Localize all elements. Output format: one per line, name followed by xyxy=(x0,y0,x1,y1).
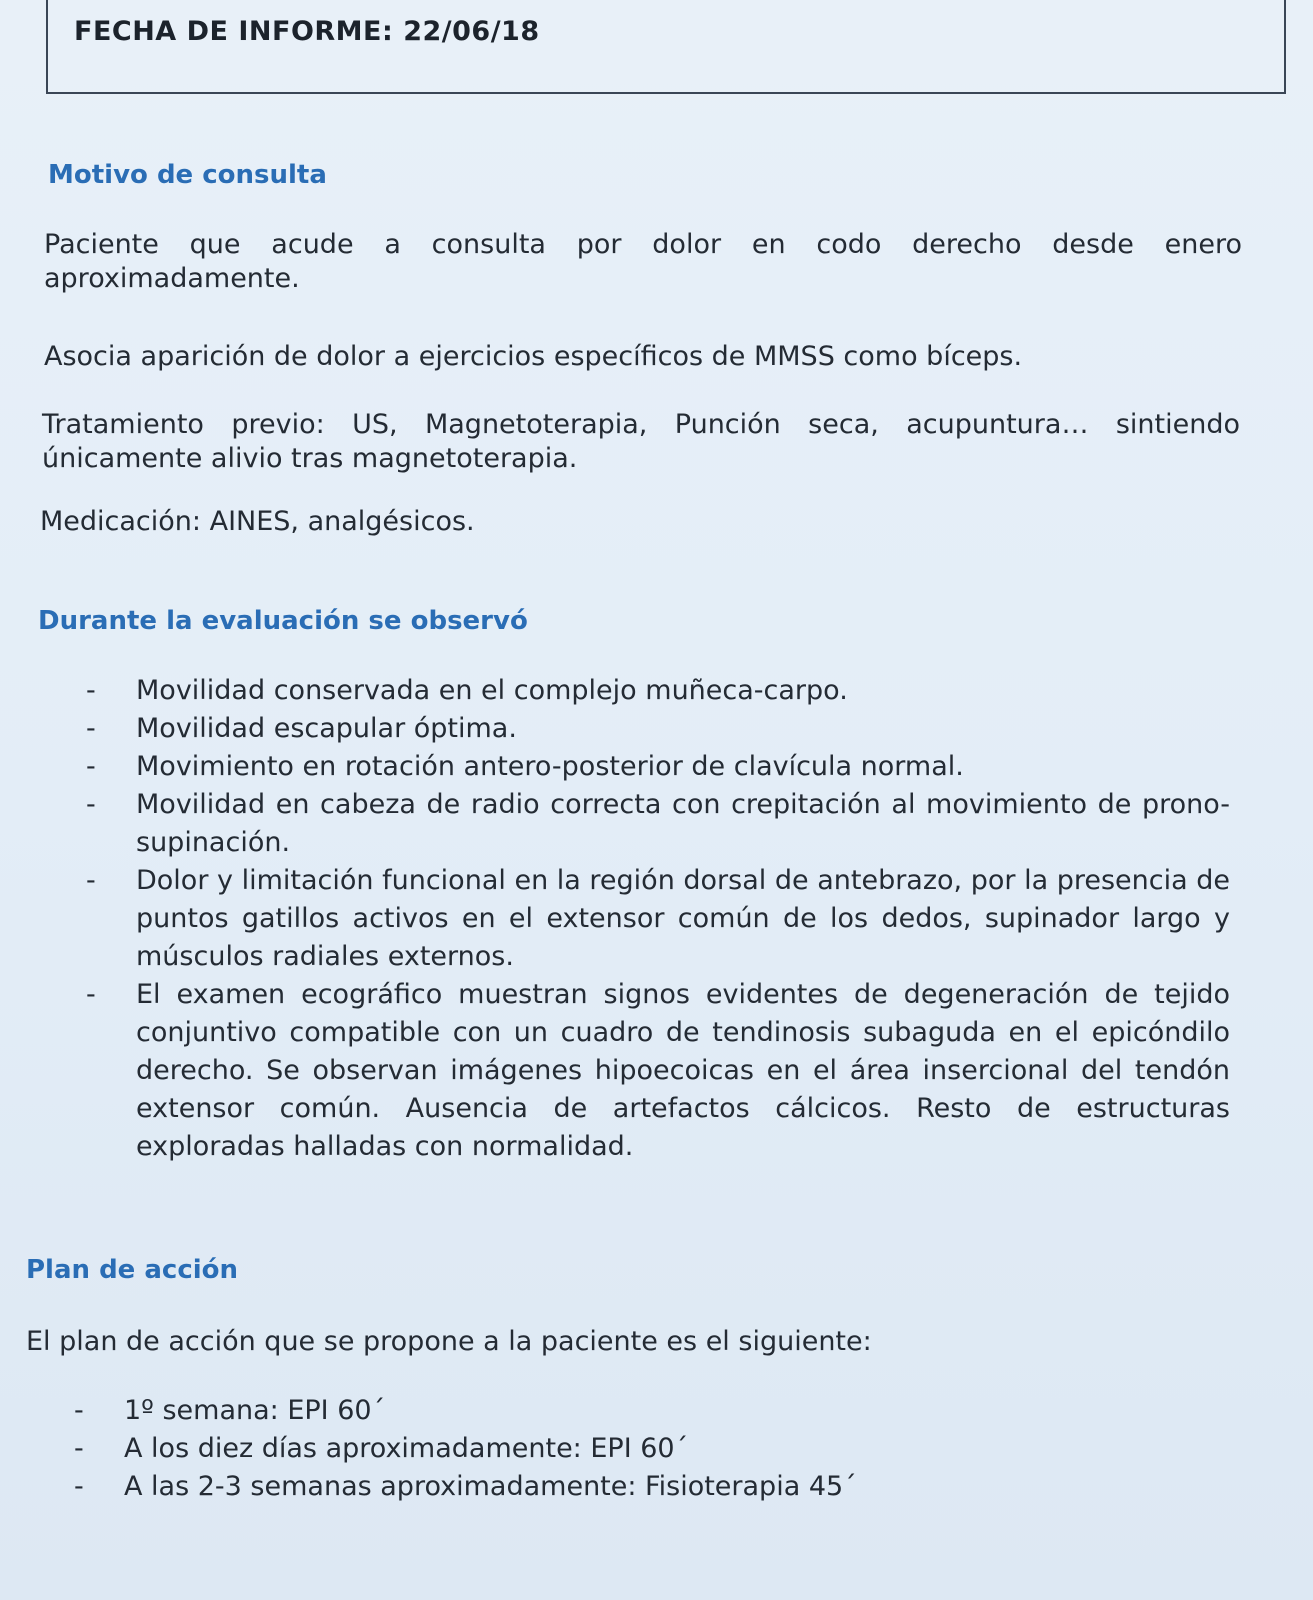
motivo-paragraph-2: Asocia aparición de dolor a ejercicios específicos de MMSS como bíceps. xyxy=(44,341,1023,372)
list-item xyxy=(74,1468,1124,1506)
list-item xyxy=(86,976,1230,1166)
list-item xyxy=(74,1392,1124,1430)
dash-bullet: - xyxy=(74,1395,84,1426)
motivo-paragraph-4: Medicación: AINES, analgésicos. xyxy=(40,506,475,537)
header-box xyxy=(46,0,1286,94)
list-item-text: Movimiento en rotación antero-posterior de clavícula normal. xyxy=(136,751,964,782)
list-item xyxy=(86,672,1230,710)
list-item-text: 1º semana: EPI 60´ xyxy=(124,1395,386,1426)
report-date: FECHA DE INFORME: 22/06/18 xyxy=(74,16,540,47)
dash-bullet: - xyxy=(86,789,96,820)
evaluacion-list xyxy=(86,672,1230,1166)
list-item-text: Movilidad escapular óptima. xyxy=(136,713,517,744)
motivo-paragraph-3: Tratamiento previo: US, Magnetoterapia, Punción seca, acupuntura… sintiendo únicamente alivio tras magnetoterapia. xyxy=(42,409,1240,474)
dash-bullet: - xyxy=(86,865,96,896)
section-title-evaluacion: Durante la evaluación se observó xyxy=(38,606,528,636)
list-item-text: Movilidad en cabeza de radio correcta con crepitación al movimiento de prono-supinación. xyxy=(136,789,1230,858)
dash-bullet: - xyxy=(86,713,96,744)
list-item-text: Dolor y limitación funcional en la región dorsal de antebrazo, por la presencia de puntos gatillos activos en el extensor común de los dedos, supinador largo y músculos radiales externos. xyxy=(136,865,1230,972)
list-item-text: A las 2-3 semanas aproximadamente: Fisioterapia 45´ xyxy=(124,1471,857,1502)
plan-list xyxy=(74,1392,1124,1506)
list-item-text: El examen ecográfico muestran signos evidentes de degeneración de tejido conjuntivo compatible con un cuadro de tendinosis subaguda en el epicóndilo derecho. Se observan imágenes hipoecoicas en el área insercional del tendón extensor común. Ausencia de artefactos cálcicos. Resto de estructuras exploradas halladas con normalidad. xyxy=(136,979,1230,1162)
section-title-plan: Plan de acción xyxy=(26,1255,239,1285)
dash-bullet: - xyxy=(86,979,96,1010)
list-item xyxy=(86,786,1230,862)
dash-bullet: - xyxy=(74,1433,84,1464)
motivo-paragraph-1: Paciente que acude a consulta por dolor en codo derecho desde enero aproximadamente. xyxy=(44,229,1242,294)
list-item xyxy=(86,748,1230,786)
list-item xyxy=(86,862,1230,976)
list-item-text: Movilidad conservada en el complejo muñeca-carpo. xyxy=(136,675,848,706)
plan-intro: El plan de acción que se propone a la paciente es el siguiente: xyxy=(26,1326,872,1357)
dash-bullet: - xyxy=(74,1471,84,1502)
list-item xyxy=(74,1430,1124,1468)
section-title-motivo: Motivo de consulta xyxy=(48,160,327,190)
list-item xyxy=(86,710,1230,748)
dash-bullet: - xyxy=(86,675,96,706)
list-item-text: A los diez días aproximadamente: EPI 60´ xyxy=(124,1433,689,1464)
dash-bullet: - xyxy=(86,751,96,782)
